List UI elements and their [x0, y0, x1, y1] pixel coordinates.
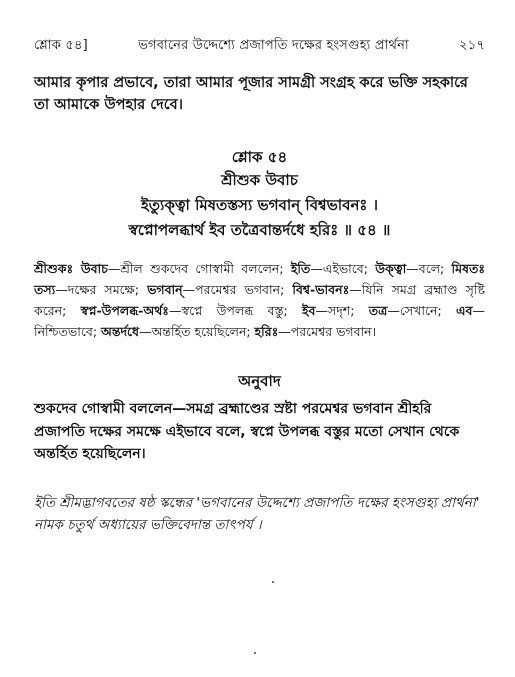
synonym-meaning: —শ্রীল শুকদেব গোস্বামী বললেন; — [107, 261, 291, 276]
sloka-number: শ্লোক ৫৪ — [231, 148, 288, 166]
synonym-word: বিশ্ব-ভাবনঃ — [292, 282, 350, 297]
synonym-meaning: —এইভাবে; — [310, 261, 376, 276]
verse-line-2: স্বপ্নোপলব্ধার্থ ইব তত্রৈবান্তর্দধে হরিঃ ॥ ৫৪ ॥ — [128, 221, 391, 239]
speck-mark — [272, 581, 274, 583]
synonym-word: ইতি — [290, 261, 311, 276]
synonym-meaning: —সদৃশ; — [315, 303, 369, 318]
verse-line-1: ইত্যুক্ত্বা মিষতস্তস্য ভগবান্ বিশ্বভাবনঃ । — [140, 196, 379, 214]
synonym-meaning: —পরমেশ্বর ভগবান; — [182, 282, 293, 297]
synonym-word: ইব — [302, 303, 316, 318]
translation-paragraph: শুকদেব গোস্বামী বললেন—সমগ্র ব্রহ্মাণ্ডের স্রষ্টা পরমেশ্বর ভগবান শ্রীহরি প্রজাপতি দক্ষের সমক্ষে এইভাবে বলে, স্বপ্নে উপলব্ধ বস্তুর মতো সেখান থেকে অন্তর্হিত হয়েছিলেন। — [34, 401, 460, 462]
synonym-meaning: —স্বপ্নে উপলব্ধ বস্তু; — [168, 303, 302, 318]
header-verse-ref: শ্লোক ৫৪] — [34, 38, 88, 53]
synonym-meaning: —সেখানে; — [387, 303, 457, 318]
synonym-meaning: —নিশ্চিতভাবে; — [34, 303, 485, 339]
synonym-meaning: —বলে; — [406, 261, 452, 276]
synonym-meaning: —পরমেশ্বর ভগবান। — [278, 324, 377, 339]
synonym-word: উক্ত্বা — [375, 261, 407, 276]
synonym-meaning: —দক্ষের সমক্ষে; — [55, 282, 148, 297]
word-for-word-synonyms — [34, 258, 485, 342]
page-number: ২১৭ — [459, 38, 485, 53]
synonym-word: ভগবান্ — [147, 282, 183, 297]
header-chapter-title: ভগবানের উদ্দেশ্যে প্রজাপতি দক্ষের হংসগুহ্য প্রার্থনা — [138, 38, 409, 53]
translation-heading: অনুবাদ — [238, 372, 281, 390]
speck-mark — [254, 652, 256, 654]
intro-paragraph: আমার কৃপার প্রভাবে, তারা আমার পূজার সামগ্রী সংগ্রহ করে ভক্তি সহকারে তা আমাকে উপহার দেবে। — [34, 75, 468, 113]
speaker-line: শ্রীশুক উবাচ — [221, 171, 298, 189]
synonym-word: হরিঃ — [254, 324, 279, 339]
synonym-word: এব — [456, 303, 473, 318]
synonym-meaning: —অন্তর্হিত হয়েছিলেন; — [139, 324, 255, 339]
synonym-word: স্বপ্ন-উপলব্ধ-অর্থঃ — [80, 303, 169, 318]
synonym-meaning: —যিনি সমগ্র ব্রহ্মাণ্ড সৃষ্টি করেন; — [34, 282, 485, 318]
synonym-word: মিষতঃ তস্য — [34, 261, 485, 297]
synonym-word: তত্র — [368, 303, 388, 318]
synonym-word: অন্তর্দধে — [101, 324, 140, 339]
synonym-word: শ্রীশুকঃ উবাচ — [34, 261, 108, 276]
chapter-closing-note: ইতি শ্রীমদ্ভাগবতের ষষ্ঠ স্কন্ধের 'ভগবানের উদ্দেশ্যে প্রজাপতি দক্ষের হংসগুহ্য প্রার্থনা' নামক চতুর্থ অধ্যায়ের ভক্তিবেদান্ত তাৎপর্য । — [34, 495, 480, 533]
running-header — [34, 36, 485, 57]
